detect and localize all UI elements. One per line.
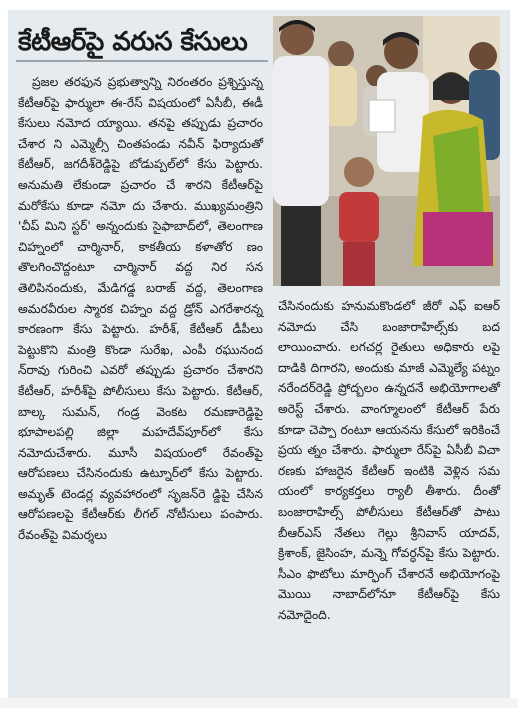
news-photo-illustration (273, 16, 500, 286)
headline-divider (16, 60, 268, 62)
article-column-right (278, 296, 500, 626)
headline: కేటీఆర్‌పై వరుస కేసులు (18, 27, 248, 57)
news-photo (273, 16, 500, 286)
article-paragraph-left: ప్రజల తరఫున ప్రభుత్వాన్ని నిరంతరం ప్రశ్నిస్తున్న కేటీఆర్‌పై ఫార్ములా ఈ-రేస్ విషయంలో ఏసీబీ, ఈడీ కేసులు నమోద య్యాయి. తనపై తప్పుడు ప్రచారం చేశార ని ఎమ్మెల్సీ చింతపండు నవీన్ ఫిర్యాదుతో కేటీఆర్, జగదీశ్‌రెడ్డిపై బోడుప్పల్‌లో కేసు పెట్టారు. అనుమతి లేకుండా ప్రచారం చే శారని కేటీఆర్‌పై మరోకేసు కూడా నమో దు చేశారు. ముఖ్యమంత్రిని 'చీప్ మిని స్టర్' అన్నందుకు సైఫాబాద్‌లో, తెలంగాణ చిహ్నంలో చార్మినార్, కాకతీయ కళాతోర ణం తొలగించొద్దంటూ చార్మినార్ వద్ద నిర సన తెలిపినందుకు, మేడిగడ్డ బరాజ్ వద్ద, తెలంగాణ అమరవీరుల స్మారక చిహ్నం వద్ద డ్రోన్ ఎగరేశారన్న కారణంగా కేసు పెట్టారు. హరీశ్, కేటీఆర్ డీపీలు పెట్టుకొని మంత్రి కొండా సురేఖ, ఎంపీ రఘునంద న్‌రావు గురించి ఎవరో తప్పుడు ప్రచారం చేశారని కేటీఆర్, హరీశ్‌పై పోలీసులు కేసు పెట్టారు. కేటీఆర్, బాల్క సుమన్, గండ్ర వెంకట రమణారెడ్డిపై భూపాలపల్లి జిల్లా మహదేవ్‌పూర్‌లో కేసు నమోదుచేశారు. మూసీ విషయంలో రేవంత్‌పై ఆరోపణలు చేసినందుకు ఉట్నూర్‌లో కేసు పెట్టారు. అమృత్ టెండర్ల వ్యవహారంలో సృజన్‌రె డ్డిపై చేసిన ఆరోపణలపై కేటీఆర్‌కు లీగల్ నోటీసులు పంపారు. రేవంత్‌పై విమర్శలు (18, 75, 263, 543)
page-bottom-margin (0, 698, 518, 708)
article-paragraph-right: చేసినందుకు హనుమకొండలో జీరో ఎఫ్ ఐఆర్ నమోదు చేసి బంజారాహిల్స్‌కు బద లాయించారు. లగచర్ల రైతులు అధికారు లపై దాడికి దిగారని, అందుకు మాజీ ఎమ్మెల్యే పట్నం నరేందర్‌రెడ్డి ప్రోద్బలం ఉన్నదనే అభియోగాలతో అరెస్ట్ చేశారు. వాంగ్మూలంలో కేటీఆర్ పేరు కూడా చెప్పా రంటూ ఆయనను కేసులో ఇరికించే ప్రయ త్నం చేశారు. ఫార్ములా రేస్‌పై ఏసీబీ విచా రణకు హాజరైన కేటీఆర్ ఇంటికి వెళ్లిన సమ యంలో కార్యకర్తలు ర్యాలీ తీశారు. దీంతో బంజారాహిల్స్ పోలీసులు కేటీఆర్‌తో పాటు బీఆర్‌ఎస్ నేతలు గెల్లు శ్రీనివాస్ యాదవ్, క్రిశాంక్, జైసింహ, మన్నె గోవర్ధన్‌పై కేసు పెట్టారు. సీఎం ఫొటోలు మార్ఫింగ్ చేశారనే అభియోగంపై మొయి నాబాద్‌లోనూ కేటీఆర్‌పై కేసు నమోదైంది. (278, 299, 500, 622)
article-column-left (18, 72, 263, 546)
